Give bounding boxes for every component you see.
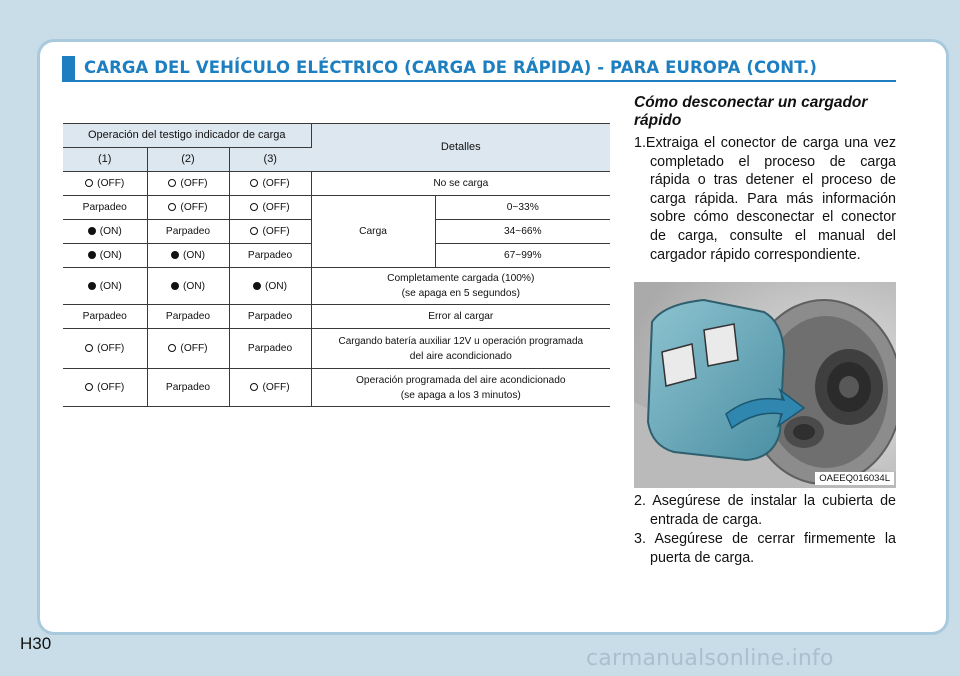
table-header-col1: (1) — [63, 148, 147, 172]
indicator-on-icon — [253, 282, 261, 290]
table-row — [63, 305, 610, 329]
table-row — [63, 268, 610, 305]
table-cell: (OFF) — [63, 369, 147, 407]
table-row — [63, 329, 610, 369]
table-cell: Parpadeo — [147, 369, 229, 407]
page-title: CARGA DEL VEHÍCULO ELÉCTRICO (CARGA DE RÁPIDA) - PARA EUROPA (CONT.) — [84, 58, 818, 77]
table-cell: Parpadeo — [63, 196, 147, 220]
table-cell: (OFF) — [147, 196, 229, 220]
table-cell: (OFF) — [63, 172, 147, 196]
step-1-text: 1.Extraiga el conector de carga una vez completado el proceso de carga rápida o tras detener el proceso de carga rápida. Para más información sobre cómo desconectar el conector de carga, consulte el manual del cargador rápido correspondiente. — [634, 135, 896, 263]
table-cell-detail: 0~33% — [435, 196, 610, 220]
indicator-off-icon — [250, 227, 258, 235]
table-cell: (ON) — [63, 268, 147, 305]
indicator-on-icon — [88, 227, 96, 235]
indicator-off-icon — [168, 179, 176, 187]
indicator-on-icon — [88, 251, 96, 259]
indicator-on-icon — [171, 282, 179, 290]
indicator-off-icon — [85, 344, 93, 352]
table-cell: (ON) — [147, 244, 229, 268]
table-cell-detail: Cargando batería auxiliar 12V u operación programada del aire acondicionado — [311, 329, 610, 369]
table-cell: (ON) — [63, 220, 147, 244]
step-2-text: 2. Asegúrese de instalar la cubierta de entrada de carga. — [634, 493, 896, 528]
table-cell-detail: Operación programada del aire acondicionado (se apaga a los 3 minutos) — [311, 369, 610, 407]
indicator-off-icon — [250, 383, 258, 391]
indicator-on-icon — [171, 251, 179, 259]
step-3-text: 3. Asegúrese de cerrar firmemente la puerta de carga. — [634, 531, 896, 566]
indicator-off-icon — [250, 203, 258, 211]
indicator-off-icon — [168, 344, 176, 352]
table-cell: (OFF) — [229, 369, 311, 407]
table-cell: (ON) — [229, 268, 311, 305]
charge-indicator-table — [63, 123, 610, 407]
figure-code: OAEEQ016034L — [815, 472, 894, 485]
section-title: Cómo desconectar un cargador rápido — [634, 94, 868, 129]
table-header-indicator: Operación del testigo indicador de carga — [63, 124, 311, 148]
table-header-details: Detalles — [311, 124, 610, 172]
table-cell-detail: Completamente cargada (100%) (se apaga en 5 segundos) — [311, 268, 610, 305]
header-rule — [62, 80, 896, 82]
page-number: H30 — [20, 634, 52, 653]
watermark: carmanualsonline.info — [586, 646, 834, 671]
table-cell: Parpadeo — [229, 305, 311, 329]
indicator-off-icon — [85, 383, 93, 391]
table-header-col2: (2) — [147, 148, 229, 172]
table-cell-detail: No se carga — [311, 172, 610, 196]
indicator-off-icon — [250, 179, 258, 187]
table-cell: (OFF) — [63, 329, 147, 369]
table-row — [63, 196, 610, 220]
indicator-on-icon — [88, 282, 96, 290]
table-cell: Parpadeo — [229, 244, 311, 268]
table-cell: (OFF) — [147, 172, 229, 196]
table-row — [63, 172, 610, 196]
table-cell: Parpadeo — [229, 329, 311, 369]
table-cell: (OFF) — [147, 329, 229, 369]
table-cell-charge: Carga — [311, 196, 435, 268]
charging-port-figure — [634, 282, 896, 488]
header-accent-bar — [62, 56, 75, 80]
table-row — [63, 369, 610, 407]
table-cell: Parpadeo — [147, 305, 229, 329]
table-cell-detail: Error al cargar — [311, 305, 610, 329]
table-cell: (ON) — [63, 244, 147, 268]
indicator-off-icon — [85, 179, 93, 187]
table-cell: (OFF) — [229, 172, 311, 196]
charging-port-illustration — [634, 282, 896, 488]
table-cell: (OFF) — [229, 220, 311, 244]
table-cell-detail: 34~66% — [435, 220, 610, 244]
table-cell: Parpadeo — [63, 305, 147, 329]
table-header-row — [63, 124, 610, 148]
table-cell: (ON) — [147, 268, 229, 305]
table-cell: (OFF) — [229, 196, 311, 220]
table-cell-detail: 67~99% — [435, 244, 610, 268]
table-cell: Parpadeo — [147, 220, 229, 244]
table-header-col3: (3) — [229, 148, 311, 172]
indicator-off-icon — [168, 203, 176, 211]
